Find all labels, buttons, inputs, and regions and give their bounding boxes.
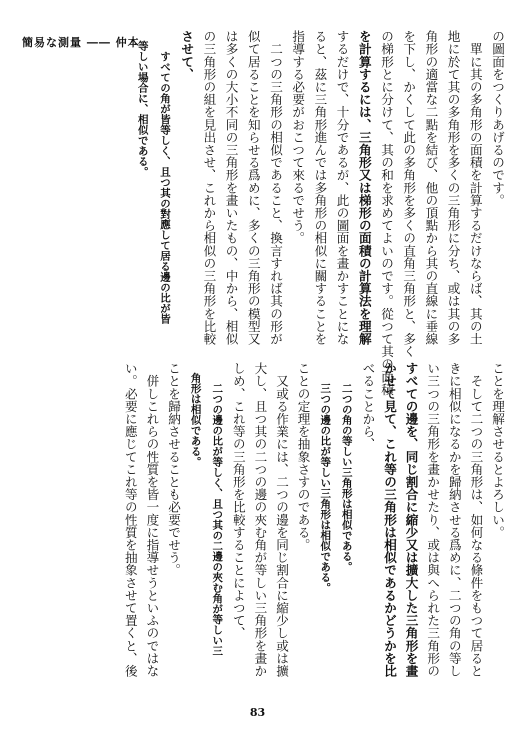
text-column: 指導する必要がおこつて來るでせう。 (290, 30, 306, 245)
text-column: ことの定理を抽象さすのである。 (295, 362, 311, 551)
text-column: 二つの三角形の相似であること、換言すれば其の形が (268, 30, 283, 345)
text-column: の三角形の組を見出させ、これから相似の三角形を比較 (201, 30, 217, 345)
text-column: 大し、且つ其の二つの邊の夾む角が等しい三角形を畫か (252, 362, 268, 677)
text-column: かせて見て、これ等の三角形は相似であるかどうかを比 (382, 362, 397, 677)
text-column: 併しこれらの性質を皆一度に指導せうといふのではな (144, 362, 160, 677)
running-header: 簡易な測量 ―― 仲本 (22, 36, 140, 49)
text-column: すべての邊を、同じ割合に縮少又は擴大した三角形を畫 (403, 362, 419, 677)
text-column: い三つの三角形を畫かせたり、或は與へられた三角形の (425, 362, 441, 677)
text-column: を下し、かくして此の多角形を多くの直角三角形と、多く (401, 30, 417, 358)
page-number: 83 (249, 706, 266, 719)
text-column: 等しい場合に、相似である。 (136, 30, 149, 177)
text-column: させて、 (179, 30, 195, 81)
text-column: 三つの邊の比が等しい三角形は相似である。 (319, 362, 332, 593)
text-column: べることから、 (360, 362, 376, 451)
text-column: 二つの邊の比が等しく、且つ其の二邊の夾む角が等しい三 (211, 362, 224, 656)
text-column: い。必要に應じてこれ等の性質を抽象させて置くと、後 (122, 362, 138, 677)
text-column: を計算するには、三角形又は梯形の面積の計算法を理解 (356, 30, 372, 345)
text-column: すべての角が皆等しく、且つ其の對應して居る邊の比が皆 (159, 30, 171, 324)
text-column: 角形の適當な二點を結び、他の頂點から其の直線に垂線 (423, 30, 439, 345)
text-column: 似て居ることを知らせる爲めに、多くの三角形の模型又 (245, 30, 261, 345)
text-column: 角形は相似である。 (189, 362, 202, 467)
text-column: ことを歸納させることも必要でせう。 (166, 362, 181, 577)
text-column: の圖面をつくりあげるのです。 (490, 30, 505, 207)
text-column: の梯形とに分けて、其の和を求めてよいのです。從つて其の面積 (379, 30, 394, 396)
text-column: そして二つの三角形は、如何なる條件をもつて居ると (468, 362, 484, 677)
text-column: ことを理解させるとよろしい。 (490, 362, 505, 539)
text-column: 單に其の多角形の面積を計算するだけならば、其の土 (467, 30, 483, 345)
text-column: するだけで、十分であるが、此の圖面を畫かすことにな (334, 30, 350, 345)
text-column: きに相似になるかを歸納させる爲めに、二つの角の等し (446, 362, 462, 677)
text-column: 又或る作業には、二つの邊を同じ割合に縮少し或は擴 (274, 362, 289, 677)
text-column: ると、茲に三角形進んでは多角形の相似に關することを (312, 30, 328, 345)
text-column: は多くの大小不同の三角形を畫いたもの、中から、相似 (223, 30, 239, 345)
text-column: 二つの角の等しい三角形は相似である。 (340, 362, 353, 572)
text-column: 地に於て其の多角形を多くの三角形に分ち、或は其の多 (445, 30, 461, 345)
text-column: しめ、これ等の三角形を比較することによつて、 (230, 362, 246, 640)
